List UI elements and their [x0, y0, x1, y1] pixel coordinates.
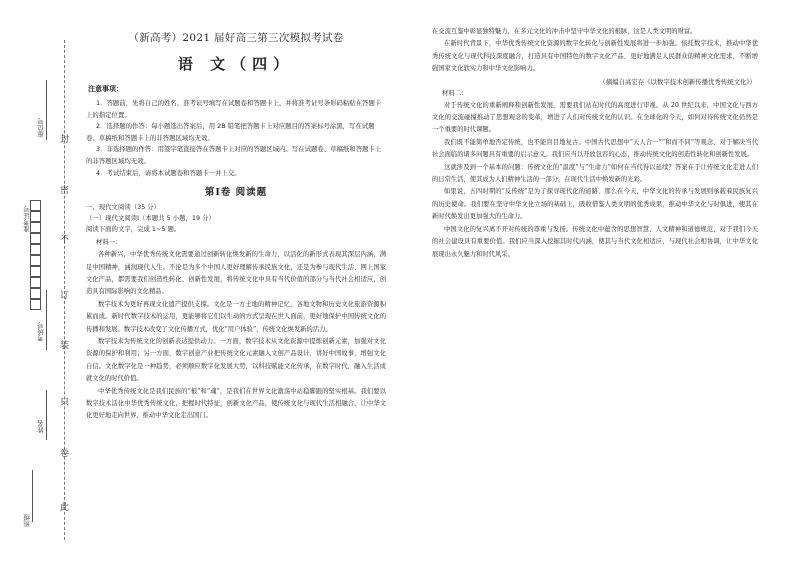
binding-strip	[0, 0, 82, 562]
name-label: 姓名	[37, 420, 45, 433]
seat-number-label: 座位号	[37, 118, 45, 138]
section-heading: 一、现代文阅读（35 分）	[86, 203, 161, 212]
note-item: 2．选择题的作答：每小题选出答案后，用 2B 铅笔把答题卡上对应题目的答案标号涂黑，写在试题卷、草稿纸和答题卡上的非答题区域均无效。	[86, 122, 375, 142]
notes-heading: 注意事项：	[88, 84, 123, 93]
passage-paragraph: 数字技术为传统文化的创新表达提供动力。一方面，数字技术从文化资源中提炼创新元素，加强对文化资源的保护和利用；另一方面，数字创意产业把传统文化元素融入文创产品设计，讲好中国故事，增强文化自信。文化数字化是一种趋势，必须顺应数字化发展大势，以科技赋能文化传承，在数字时代，融入生活成就文化的时代价值。	[86, 338, 386, 383]
note-item: 4．考试结束后，请将本试题卷和答题卡一并上交。	[96, 168, 241, 177]
passage-paragraph: 在交流互鉴中彰显独特魅力，在多元文化的冲击中坚守中华文化的根脉，这是人类文明的财富。	[432, 28, 697, 35]
fill-line	[32, 470, 33, 522]
passage-paragraph: 各种新兴，中华优秀传统文化需要通过创新转化焕发新的生命力，以活化的新形式表现其深层内涵，满足中国精神，涵润现代人生。不论是为多个中国人更好理解传承民族文化，还是为参与现代生活、网上国家文化产品，都需要我们创造性转化、创新性发展，将传统文化中具有当代价值的部分与当代社会相适应，创造具有国际影响的文化精品。	[86, 251, 386, 296]
passage-paragraph: 数字技术为更好再现文化遗产提供支撑。文化是一方土地的精神记忆，各地文物和历史文化旅游资源积累而成。新时代数字技术的运用，更能够将它们以生动的方式呈现在世人面前，更好地保护中国传统文化的传播和发展。数字技术改变了文化传播方式，优化“用户体验”，传统文化焕发新的活力。	[86, 300, 386, 333]
note-item: 3．非选择题的作答：用签字笔直接答在答题卡上对应的答题区域内。写在试题卷、草稿纸和答题卡上的非答题区域均无效。	[86, 145, 382, 165]
fill-line	[46, 290, 47, 350]
passage-paragraph: 如果说，五四时期的“反传统”是为了探寻现代化的道路，那么在今天，中华文化的传承与发展则承载着民族复兴的历史使命。我们要在坚守中华文化立场的基础上，吸收借鉴人类文明的优秀成果，推动中华文化与时俱进，使其在新时代焕发出更加强大的生命力。	[432, 188, 758, 221]
right-column	[432, 26, 758, 261]
class-label: 班级	[23, 514, 31, 527]
exam-number-boxes	[30, 200, 41, 310]
material-label: 材料二：	[442, 88, 468, 97]
binding-char: 卷	[60, 449, 70, 459]
passage-paragraph: 在新时代背景下，中华优秀传统文化资源的数字化转化与创新性发展将进一步加强。依托数字技术，推动中华优秀传统文化与现代科技深度融合，打造具有中国特色的数字文化产品，更好地满足人民群众的精神文化需求，不断增强国家文化软实力和中华文化影响力。	[432, 40, 758, 73]
note-item: 1．答题前，先将自己的姓名、准考证号填写在试题卷和答题卡上，并将准考证号条形码粘贴在答题卡上的指定位置。	[86, 99, 382, 119]
binding-char: 密	[60, 186, 70, 196]
binding-char: 不	[60, 235, 70, 245]
binding-char: 装	[60, 341, 70, 351]
exam-number-label: 准考证号	[23, 206, 31, 232]
room-number-label: 考场号	[37, 322, 45, 342]
instructions: 阅读下面的文字，完成 1~5 题。	[86, 225, 181, 234]
binding-char: 封	[60, 135, 70, 145]
fill-line	[46, 80, 47, 140]
subject-title: 语 文（四）	[177, 55, 295, 73]
passage-paragraph: 对于传统文化的重新阐释和创新性发展，需要我们站在时代的高度进行审视。从 20 世纪以来，中国文化与西方文化的交流碰撞推动了思想观念的变革，增进了人们对传统文化的认识。在全球化的今天，如何对待传统文化仍然是一个重要的时代课题。	[432, 101, 758, 134]
source-citation: （摘编自高宏存《以数字技术创新传播优秀传统文化》）	[599, 77, 756, 86]
passage-paragraph: 我们既不能简单地否定传统，也不能盲目地复古。中国古代思想中“天人合一”“和而不同”等观念，对于解决当代社会面临的诸多问题具有重要的启示意义。我们应当以开放包容的心态，推动传统文化的创造性转化和创新性发展。	[432, 138, 758, 159]
binding-char: 只	[60, 398, 70, 408]
passage-paragraph: 中国文化的复兴离不开对传统的尊重与发扬。传统文化中蕴含的思想智慧、人文精神和道德规范，对于我们今天的社会建设具有重要价值。我们应当深入挖掘其时代内涵，使其与当代文化相适应、与现代社会相协调，让中华文化展现出永久魅力和时代风采。	[432, 225, 758, 258]
binding-char: 此	[60, 503, 70, 513]
left-column	[86, 26, 386, 423]
part-title: 第Ⅰ卷 阅读题	[204, 187, 268, 199]
passage-paragraph: 中华优秀传统文化是我们民族的“根”和“魂”，是我们在世界文化激荡中站稳脚跟的坚实根基。我们要以数字技术活化中华优秀传统文化，把握时代特征，创新文化产品，使传统文化与现代生活相融合，让中华文化更好地走向世界，推动中华文化走出国门。	[86, 387, 386, 420]
binding-char: 订	[60, 291, 70, 301]
fill-line	[46, 390, 47, 440]
exam-title: （新高考）2021 届好高三第三次模拟考试卷	[128, 32, 344, 44]
passage-paragraph: 这就涉及到一个基本的问题：传统文化的“温度”与“生命力”如何在当代得以延续？答案在于让传统文化走进人们的日常生活，使其成为人们精神生活的一部分，在现代生活中焕发新的光彩。	[432, 163, 758, 184]
subsection-heading: （一）现代文阅读Ⅰ（本题共 5 小题，19 分）	[86, 214, 215, 223]
material-label: 材料一：	[96, 238, 122, 247]
